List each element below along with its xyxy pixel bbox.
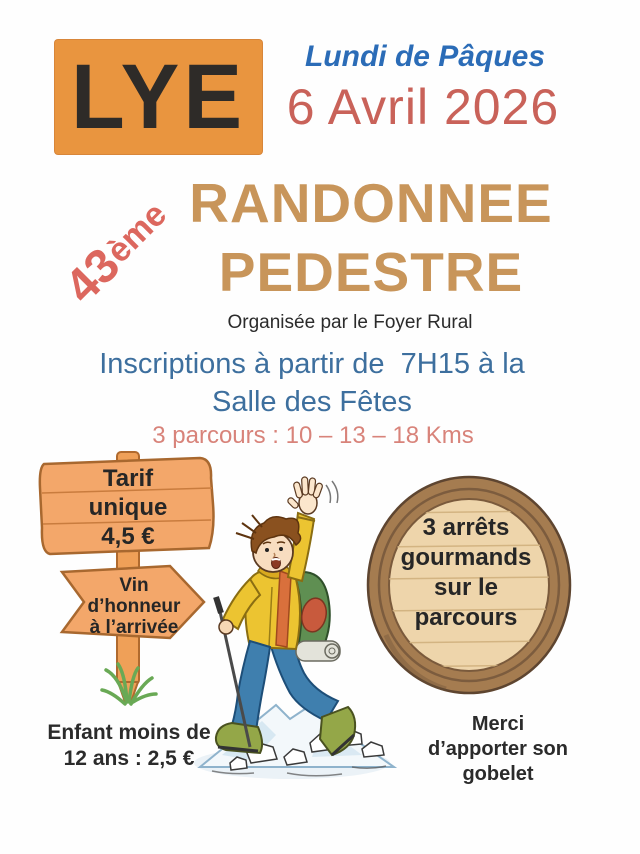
gripping-hand [219,620,233,634]
tarif-line1: Tarif [102,465,154,492]
tarif-sign [40,458,214,554]
motion-marks [326,481,338,503]
cup-note [418,712,578,787]
tarif-line3: 4,5 € [101,523,155,550]
cup-note-line2: d’apporter son [427,738,568,760]
vin-line1: Vin [119,575,149,596]
barrel-line4: parcours [414,604,518,631]
child-price-line2: 12 ans : 2,5 € [63,746,195,770]
hiker-front-leg [216,641,270,753]
town-name: LYE [70,45,247,148]
cup-note-line1: Merci [471,713,525,735]
vin-line2: d’honneur [87,596,181,617]
barrel-line2: gourmands [400,544,532,571]
title-line2: PEDESTRE [218,241,524,303]
registration-line1: Inscriptions à partir de 7H15 à la [99,348,525,380]
title-line1: RANDONNEE [189,172,553,234]
registration-line2: Salle des Fêtes [212,386,412,418]
edition-num: 43 [55,238,131,314]
vin-line3: à l’arrivée [89,617,179,638]
tarif-line2: unique [88,494,168,521]
child-price-line1: Enfant moins de [47,721,211,744]
barrel-line1: 3 arrêts [422,514,510,541]
cup-note-line3: gobelet [462,763,534,785]
barrel-line3: sur le [433,574,499,601]
sleeping-mat [296,641,340,661]
organizer-line: Organisée par le Foyer Rural [227,312,473,333]
child-price-note [39,720,219,771]
barrel-illustration [364,475,576,697]
edition-suffix: ème [99,195,175,271]
town-banner [55,40,262,154]
routes-line: 3 parcours : 10 – 13 – 18 Kms [152,422,474,449]
event-day: Lundi de Pâques [304,40,546,73]
event-date: 6 Avril 2026 [286,79,560,135]
vin-arrow-sign [62,566,204,638]
